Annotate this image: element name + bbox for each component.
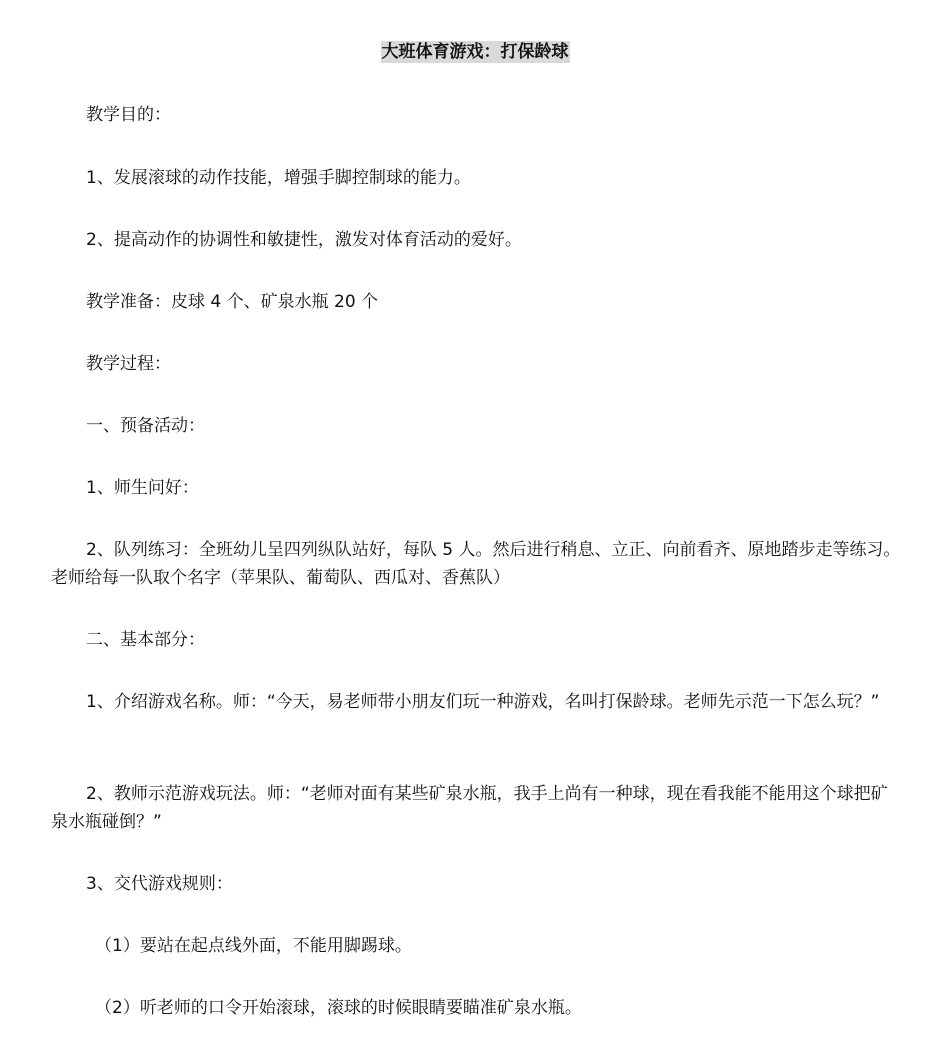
paragraph-rule-1: （1）要站在起点线外面，不能用脚踢球。 [95,936,412,956]
paragraph-goal-1: 1、发展滚球的动作技能，增强手脚控制球的能力。 [86,168,471,188]
paragraph-process: 教学过程： [86,354,171,374]
paragraph-warmup-heading: 一、预备活动： [86,416,205,436]
paragraph-intro-game: 1、介绍游戏名称。师：“今天，易老师带小朋友们玩一种游戏，名叫打保龄球。老师先示范一下怎么玩？” [86,692,880,712]
title-container [0,41,950,63]
paragraph-greeting: 1、师生问好： [86,478,199,498]
paragraph-rules-heading: 3、交代游戏规则： [86,874,233,894]
paragraph-rule-2: （2）听老师的口令开始滚球，滚球的时候眼睛要瞄准矿泉水瓶。 [95,998,582,1018]
paragraph-queue-practice: 2、队列练习：全班幼儿呈四列纵队站好，每队 5 人。然后进行稍息、立正、向前看齐、原地踏步走等练习。老师给每一队取个名字（苹果队、葡萄队、西瓜对、香蕉队） [51,540,901,588]
paragraph-teaching-goal: 教学目的： [86,105,171,125]
paragraph-basic-heading: 二、基本部分： [86,630,205,650]
document-title: 大班体育游戏：打保龄球 [381,42,569,62]
paragraph-goal-2: 2、提高动作的协调性和敏捷性，激发对体育活动的爱好。 [86,230,522,250]
paragraph-demo-game: 2、教师示范游戏玩法。师：“老师对面有某些矿泉水瓶，我手上尚有一种球，现在看我能不能用这个球把矿泉水瓶碰倒？” [51,784,888,832]
paragraph-preparation: 教学准备：皮球 4 个、矿泉水瓶 20 个 [86,292,379,312]
